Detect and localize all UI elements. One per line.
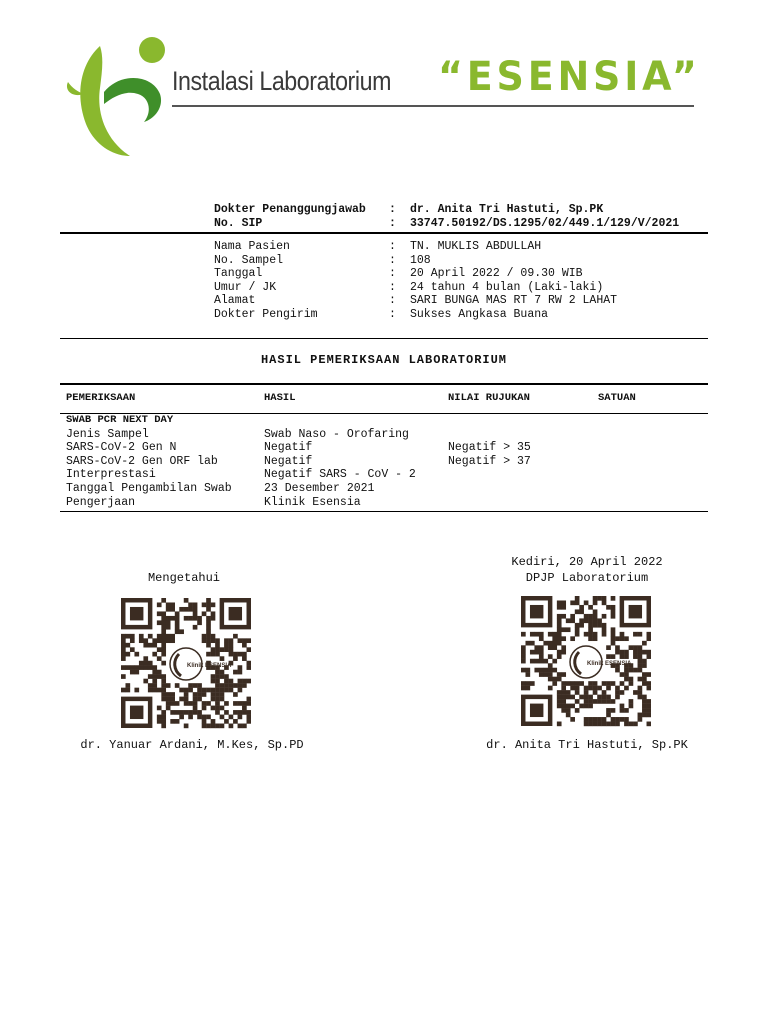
column-header-result: HASIL xyxy=(264,392,296,404)
age-sex-label: Umur / JK xyxy=(214,280,277,294)
date-label: Tanggal xyxy=(214,267,263,281)
cell-test: SARS-CoV-2 Gen ORF lab xyxy=(66,454,218,468)
section-title: SWAB PCR NEXT DAY xyxy=(66,414,174,426)
column-header-reference: NILAI RUJUKAN xyxy=(448,392,530,404)
cell-reference: Negatif > 37 xyxy=(448,454,531,468)
table-top-rule xyxy=(60,383,708,385)
cell-test: SARS-CoV-2 Gen N xyxy=(66,441,177,455)
sample-number-label: No. Sampel xyxy=(214,253,284,267)
date-value: 20 April 2022 / 09.30 WIB xyxy=(410,267,583,281)
cell-test: Tanggal Pengambilan Swab xyxy=(66,481,232,495)
cell-result: Negatif SARS - CoV - 2 xyxy=(264,468,416,482)
table-row xyxy=(66,428,706,442)
separator: : xyxy=(389,294,396,308)
doctor-pj-value: dr. Anita Tri Hastuti, Sp.PK xyxy=(410,203,604,216)
cell-result: Swab Naso - Orofaring xyxy=(264,427,409,441)
right-signature-caption: DPJP Laboratorium xyxy=(525,571,649,585)
left-qr-code-icon xyxy=(121,598,251,730)
doctor-block xyxy=(214,203,714,230)
column-header-test: PEMERIKSAAN xyxy=(66,392,136,404)
separator: : xyxy=(389,240,396,253)
table-row xyxy=(66,441,706,455)
separator: : xyxy=(389,267,396,281)
patient-name-label: Nama Pasien xyxy=(214,240,290,253)
esensia-logo-icon xyxy=(60,32,180,162)
cell-test: Pengerjaan xyxy=(66,495,136,509)
divider xyxy=(60,338,708,339)
separator: : xyxy=(389,203,396,216)
column-header-unit: SATUAN xyxy=(598,392,636,404)
header-divider xyxy=(172,105,694,107)
cell-test: Jenis Sampel xyxy=(66,427,149,441)
table-row xyxy=(66,455,706,469)
cell-result: Klinik Esensia xyxy=(264,495,361,509)
right-qr-code-icon xyxy=(521,596,651,728)
referring-doctor-label: Dokter Pengirim xyxy=(214,307,318,321)
cell-reference: Negatif > 35 xyxy=(448,441,531,455)
separator: : xyxy=(389,307,396,321)
patient-block xyxy=(214,240,714,322)
age-sex-value: 24 tahun 4 bulan (Laki-laki) xyxy=(410,280,604,294)
results-table-body xyxy=(66,414,706,509)
separator: : xyxy=(389,216,396,230)
cell-test: Interprestasi xyxy=(66,468,156,482)
svg-text:Klinik ESENSIA: Klinik ESENSIA xyxy=(587,661,632,667)
sample-number-value: 108 xyxy=(410,253,431,267)
table-row xyxy=(66,468,706,482)
doctor-sip-label: No. SIP xyxy=(214,216,263,230)
address-label: Alamat xyxy=(214,294,256,308)
patient-name-value: TN. MUKLIS ABDULLAH xyxy=(410,240,542,253)
lab-name: Instalasi Laboratorium xyxy=(172,66,391,96)
report-title: HASIL PEMERIKSAAN LABORATORIUM xyxy=(260,353,508,367)
left-signature-name: dr. Yanuar Ardani, M.Kes, Sp.PD xyxy=(80,738,304,752)
right-place-date: Kediri, 20 April 2022 xyxy=(511,555,663,569)
cell-result: Negatif xyxy=(264,441,313,455)
separator: : xyxy=(389,253,396,267)
doctor-pj-label: Dokter Penanggungjawab xyxy=(214,203,366,216)
svg-text:Klinik ESENSIA: Klinik ESENSIA xyxy=(187,663,232,669)
table-row xyxy=(66,496,706,510)
cell-result: 23 Desember 2021 xyxy=(264,481,375,495)
right-signature-name: dr. Anita Tri Hastuti, Sp.PK xyxy=(486,738,688,752)
doctor-sip-value: 33747.50192/DS.1295/02/449.1/129/V/2021 xyxy=(410,216,680,230)
lab-brand: “ESENSIA” xyxy=(438,54,701,100)
cell-result: Negatif xyxy=(264,454,313,468)
address-value: SARI BUNGA MAS RT 7 RW 2 LAHAT xyxy=(410,294,618,308)
divider xyxy=(60,232,708,234)
left-signature-caption: Mengetahui xyxy=(147,571,220,585)
referring-doctor-value: Sukses Angkasa Buana xyxy=(410,307,549,321)
table-bottom-rule xyxy=(60,511,708,512)
separator: : xyxy=(389,280,396,294)
table-row xyxy=(66,482,706,496)
